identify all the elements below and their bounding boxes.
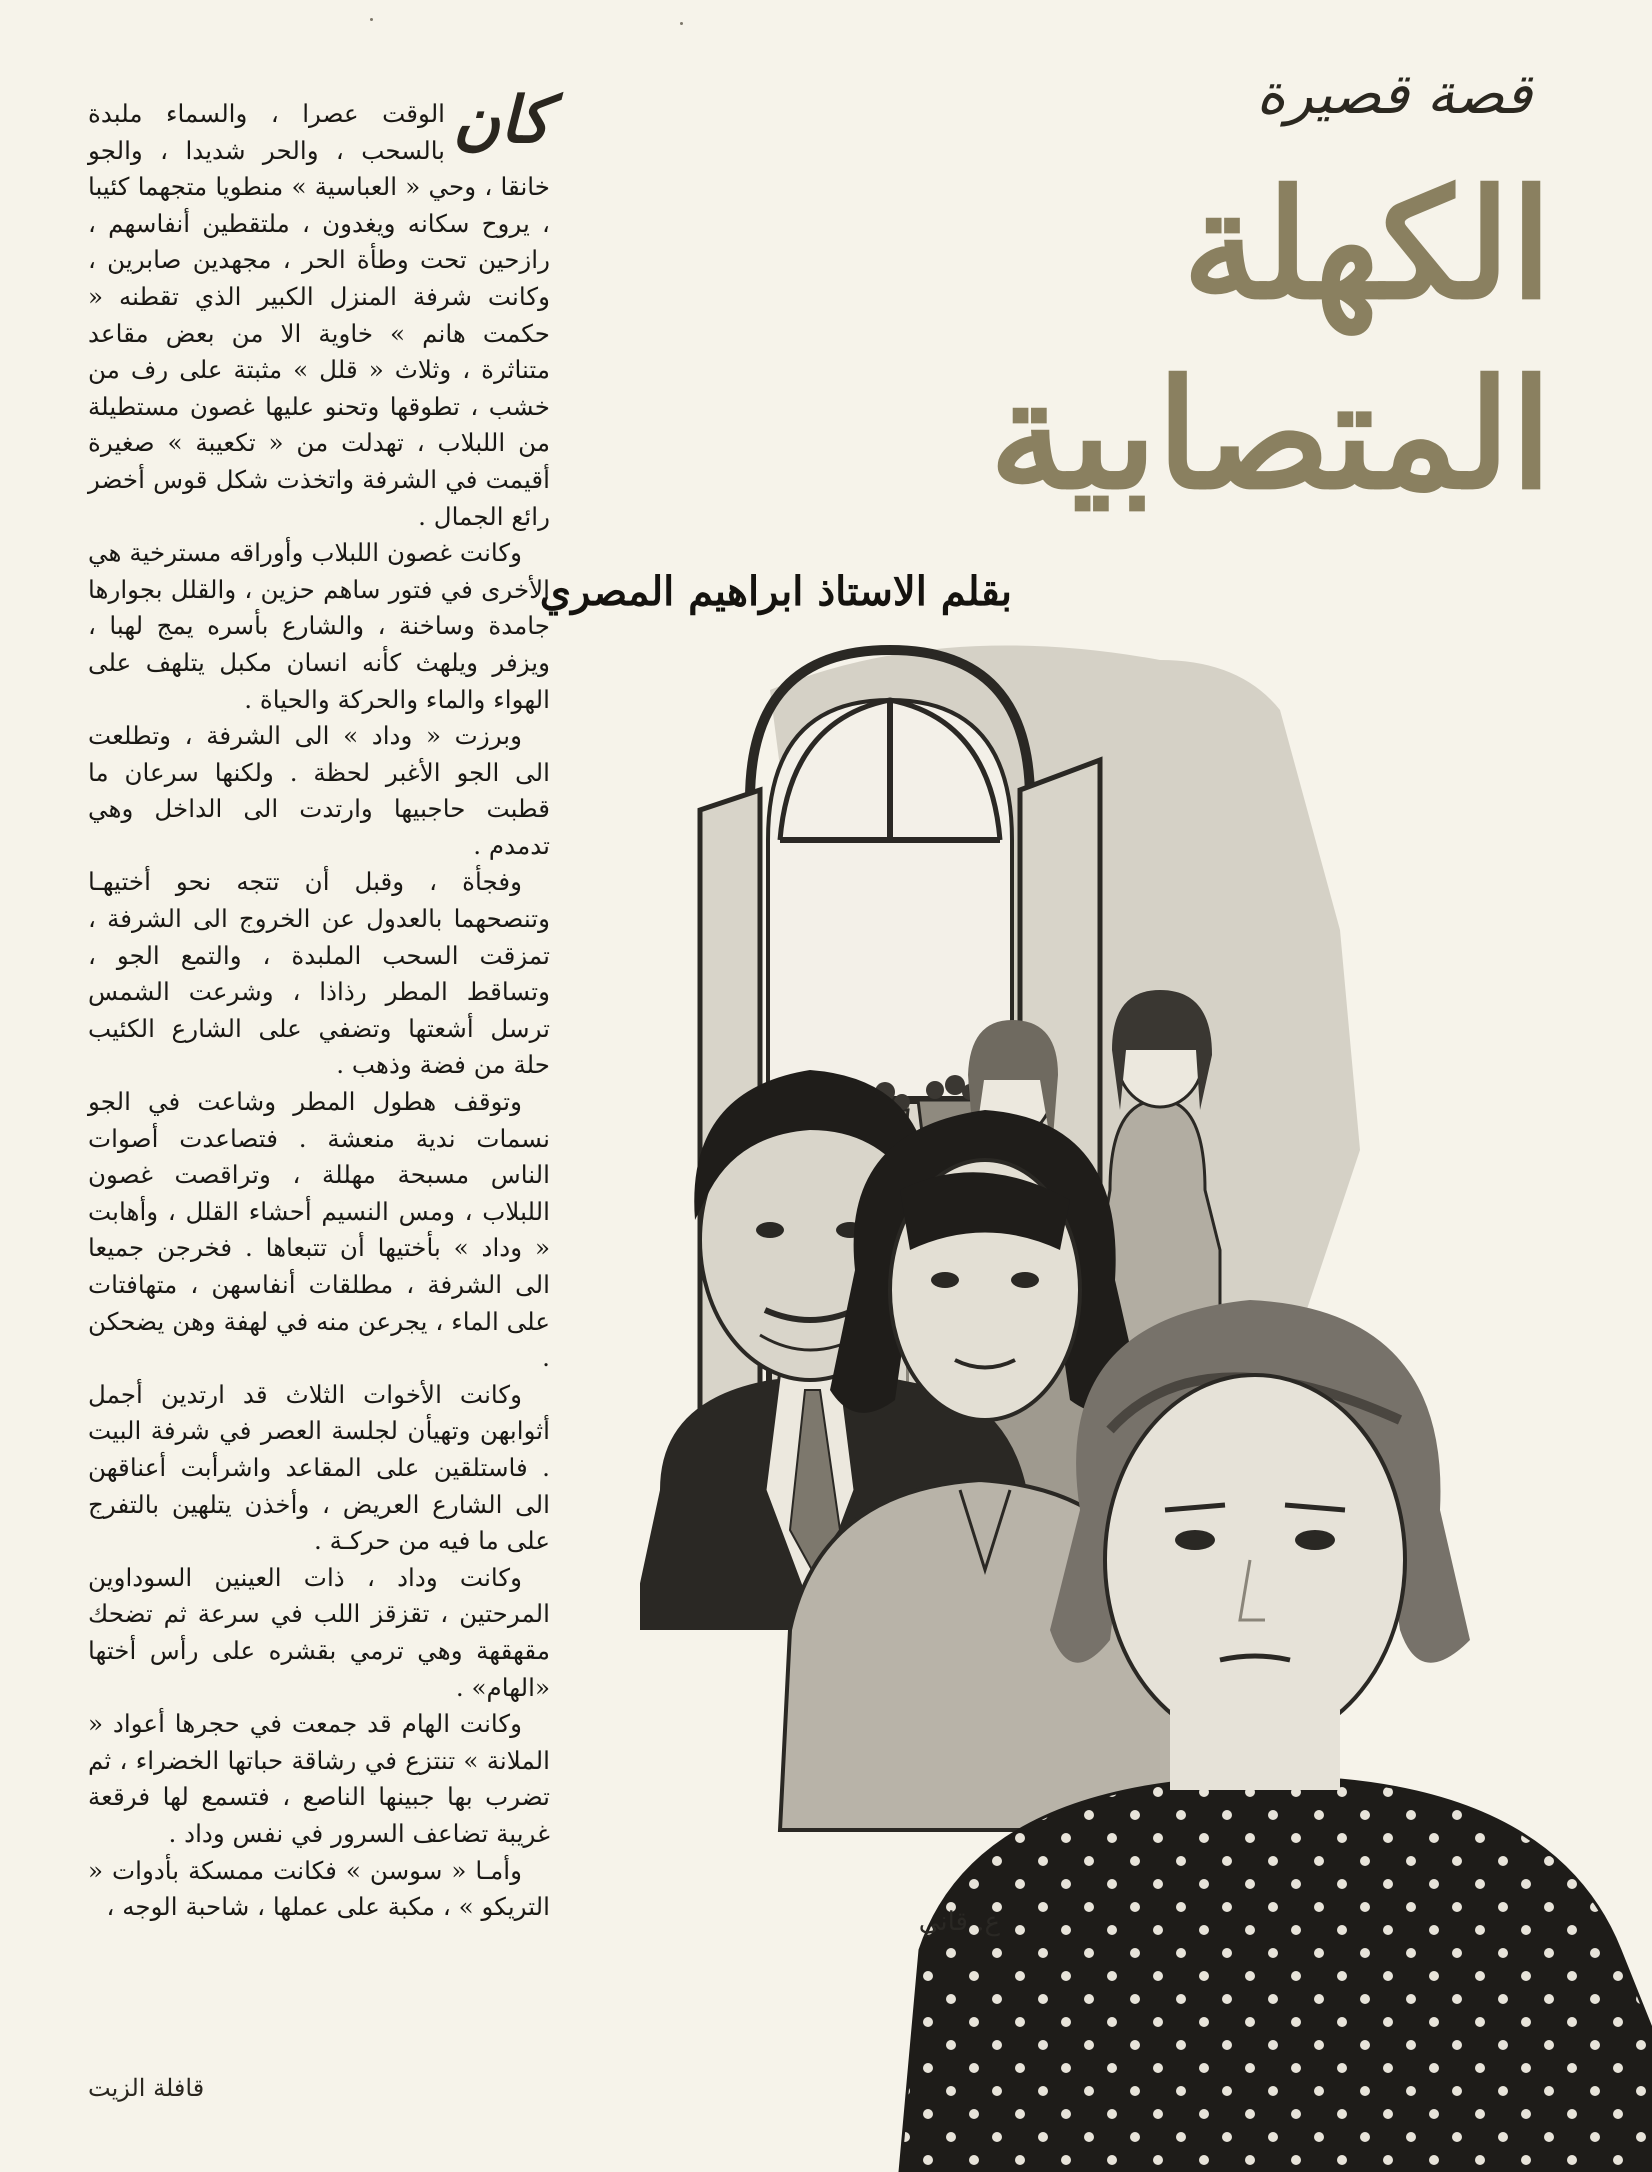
article-paragraph-8: وكانت الهام قد جمعت في حجرها أعواد « الملانة » تنتزع في رشاقة حباتها الخضراء ، ثم تضرب بها جبينها الناصع ، فتسمع لها فرقعة غريبة تضاعف السرور في نفس وداد . [88,1709,550,1848]
scan-speck [370,18,373,21]
illustration-drawing [640,630,1652,2172]
artist-signature: ع. قاني [918,1907,1000,1937]
article-paragraph-9: وأمـا « سوسن » فكانت ممسكة بأدوات « التريكو » ، مكبة على عملها ، شاحبة الوجه ، [88,1855,550,1922]
article-paragraph-4: وفجأة ، وقبل أن تتجه نحو أختيهـا وتنصحهما بالعدول عن الخروج الى الشرفة ، تمزقت السحب الملبدة ، والتمع الجو ، وتساقط المطر رذاذا ، وشرعت الشمس ترسل أشعتها وتضفي على الشارع الكئيب حلة من فضة وذهب . [88,867,550,1080]
article-paragraph-7: وكانت وداد ، ذات العينين السوداوين المرحتين ، تقزقز اللب في سرعة ثم تضحك مقهقهة وهي ترمي بقشره على رأس أختها «الهام» . [88,1562,550,1702]
story-illustration [640,630,1652,2172]
author-byline: بقلم الاستاذ ابراهيم المصري [539,568,1012,615]
story-kicker: قصة قصيرة [1256,62,1532,127]
article-body [88,83,550,2056]
article-paragraph-2: وكانت غصون اللبلاب وأوراقه مسترخية هي الأخرى في فتور ساهم حزين ، والقلل بجوارها جامدة وساخنة ، والشارع بأسره يمج لهبا ، ويزفر ويلهث كأنه انسان مكبل يتلهف على الهواء والماء والحركة والحياة . [88,538,550,714]
article-paragraph-5: وتوقف هطول المطر وشاعت في الجو نسمات ندية منعشة . فتصاعدت أصوات الناس مسبحة مهللة ، وتراقصت غصون اللبلاب ، ومس النسيم أحشاء القلل ، وأهابت « وداد » بأختيها أن تتبعاها . فخرجن جميعا الى الشرفة ، مطلقات أنفاسهن ، متهافتات على الماء ، يجرعن منه في لهفة وهن يضحكن . [88,1087,550,1373]
article-paragraph-6: وكانت الأخوات الثلاث قد ارتدين أجمل أثوابهن وتهيأن لجلسة العصر في شرفة البيت . فاستلقين على المقاعد واشرأبت أعناقهن الى الشارع العريض ، وأخذن يتلهين بالتفرج على ما فيه من حركـة . [88,1379,550,1556]
magazine-footer: قافلة الزيت [88,2074,205,2102]
article-paragraph-1: الوقت عصرا ، والسماء ملبدة بالسحب ، والحر شديدا ، والجو خانقا ، وحي « العباسية » منطويا متجهما كئيبا ، يروح سكانه ويغدون ، ملتقطين أنفاسهم ، رازحين تحت وطأة الحر ، مجهدين صابرين ، وكانت شرفة المنزل الكبير الذي تقطنه « حكمت هانم » خاوية الا من بعض مقاعد متناثرة ، وثلاث « قلل » مثبتة على رف من خشب ، تطوقها وتحنو عليها غصون مستطيلة من اللبلاب ، تهدلت من « تكعيبة » صغيرة أقيمت في الشرفة واتخذت شكل قوس أخضر رائع الجمال . [88,99,550,531]
article-paragraph-3: وبرزت « وداد » الى الشرفة ، وتطلعت الى الجو الأغبر لحظة . ولكنها سرعان ما قطبت حاجبيها وارتدت الى الداخل وهي تدمدم . [88,721,550,860]
scan-speck [680,22,683,25]
title-line-2: المتصابية [989,347,1552,523]
title-line-1: الكهلة [1182,157,1552,333]
story-title [989,150,1552,530]
drop-cap-word: كان [453,83,550,158]
